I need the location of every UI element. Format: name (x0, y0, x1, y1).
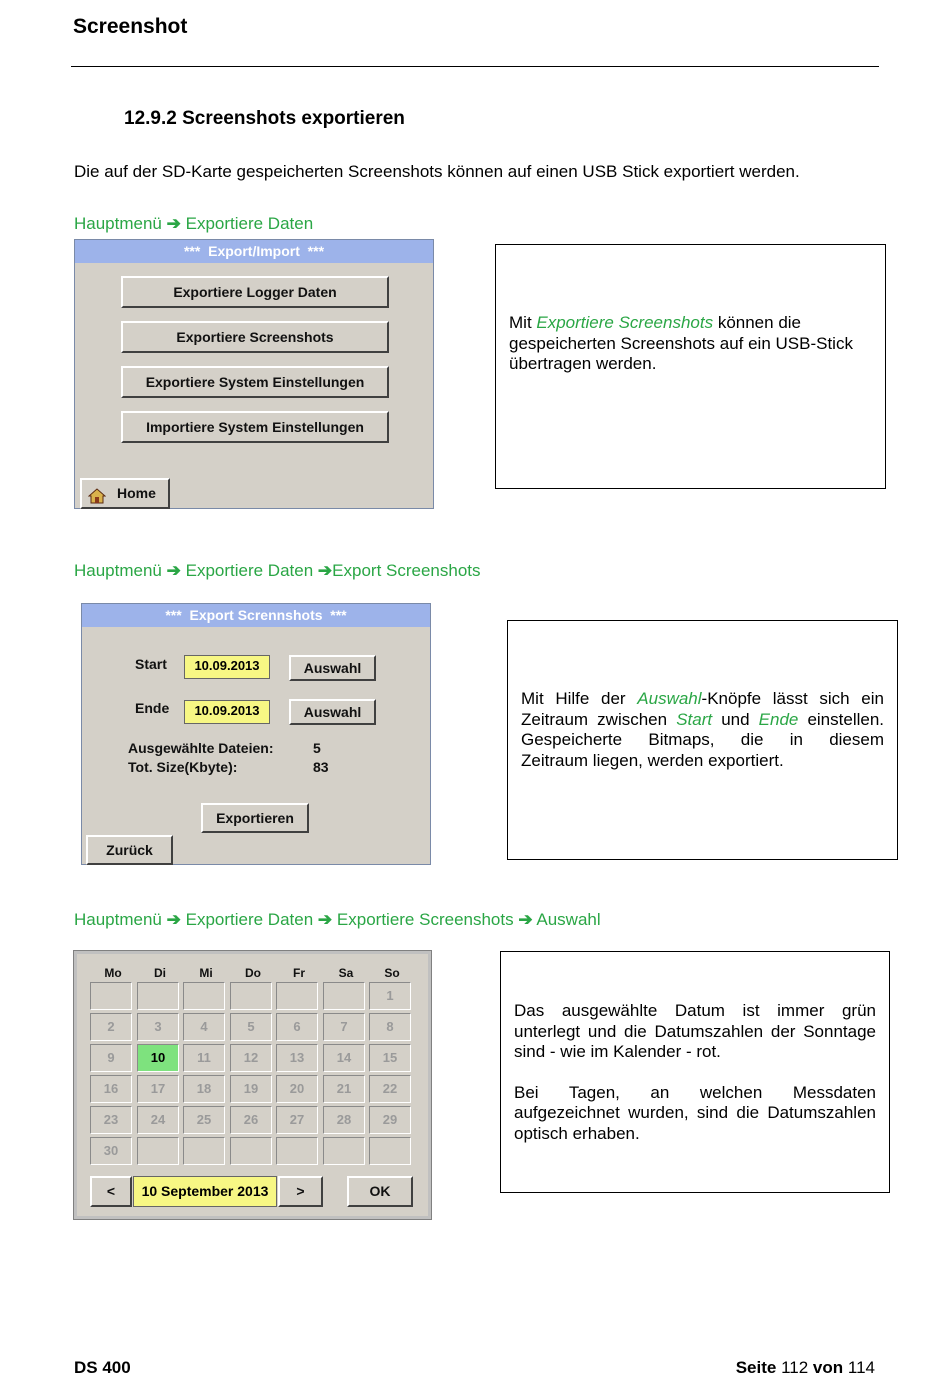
export-screenshots-screen (81, 603, 431, 865)
export-system-settings-button[interactable]: Exportiere System Einstellungen (121, 366, 389, 398)
calendar-empty-cell (323, 982, 365, 1010)
calendar-day-16[interactable]: 16 (90, 1075, 132, 1103)
screen-title: *** Export/Import *** (75, 240, 433, 263)
breadcrumb-2 (74, 561, 481, 581)
desc3-line: sind - wie im Kalender - rot. (514, 1042, 721, 1061)
export-import-screen (74, 239, 434, 509)
breadcrumb-item: Exportiere Screenshots (336, 910, 514, 929)
desc1-prefix: Mit (509, 313, 537, 332)
calendar-day-4[interactable]: 4 (183, 1013, 225, 1041)
calendar-day-3[interactable]: 3 (137, 1013, 179, 1041)
calendar-day-29[interactable]: 29 (369, 1106, 411, 1134)
desc2-highlight-auswahl: Auswahl (637, 689, 702, 708)
desc3-line: unterlegt und die Datumszahlen der Sonntage (514, 1021, 876, 1041)
arrow-right-icon: ➔ (166, 561, 181, 580)
calendar-empty-cell (137, 1137, 179, 1165)
weekday-header: Sa (338, 966, 354, 980)
breadcrumb-root: Hauptmenü (74, 214, 162, 233)
breadcrumb-item: Export Screenshots (332, 561, 481, 580)
calendar-day-28[interactable]: 28 (323, 1106, 365, 1134)
calendar-day-2[interactable]: 2 (90, 1013, 132, 1041)
arrow-right-icon: ➔ (518, 910, 533, 929)
screen-title: *** Export Scrennshots *** (82, 604, 430, 627)
arrow-right-icon: ➔ (166, 910, 181, 929)
export-logger-data-button[interactable]: Exportiere Logger Daten (121, 276, 389, 308)
home-button[interactable] (80, 478, 170, 509)
breadcrumb-item: Exportiere Daten (185, 561, 314, 580)
calendar-empty-cell (137, 982, 179, 1010)
ok-button[interactable]: OK (347, 1176, 413, 1207)
calendar-day-26[interactable]: 26 (230, 1106, 272, 1134)
calendar-day-13[interactable]: 13 (276, 1044, 318, 1072)
description-box-1 (495, 244, 886, 489)
export-screenshots-button[interactable]: Exportiere Screenshots (121, 321, 389, 353)
breadcrumb-root: Hauptmenü (74, 910, 162, 929)
breadcrumb-root: Hauptmenü (74, 561, 162, 580)
calendar-empty-cell (276, 982, 318, 1010)
calendar-day-14[interactable]: 14 (323, 1044, 365, 1072)
calendar-empty-cell (369, 1137, 411, 1165)
desc3-line: Das ausgewählte Datum ist immer grün (514, 1001, 876, 1020)
desc2-text: -Knöpfe lässt sich ein (701, 689, 884, 708)
weekday-header: Do (245, 966, 261, 980)
arrow-right-icon: ➔ (317, 561, 333, 580)
arrow-right-icon: ➔ (317, 910, 333, 929)
calendar-day-23[interactable]: 23 (90, 1106, 132, 1134)
calendar-screen (74, 951, 431, 1219)
section-heading: 12.9.2 Screenshots exportieren (124, 108, 405, 129)
breadcrumb-item: Exportiere Daten (185, 910, 314, 929)
calendar-day-18[interactable]: 18 (183, 1075, 225, 1103)
total-size-value: 83 (313, 759, 329, 775)
footer-page-word: Seite (735, 1358, 777, 1377)
desc2-line3: Gespeicherte Bitmaps, die in diesem (521, 730, 884, 749)
start-label: Start (135, 656, 167, 672)
prev-month-button[interactable]: < (90, 1176, 132, 1207)
next-month-button[interactable]: > (278, 1176, 323, 1207)
back-button[interactable]: Zurück (86, 835, 173, 865)
section-intro: Die auf der SD-Karte gespeicherten Screenshots können auf einen USB Stick exportiert werden. (74, 162, 800, 181)
home-label: Home (117, 485, 156, 501)
document-header-title: Screenshot (73, 15, 188, 38)
calendar-day-7[interactable]: 7 (323, 1013, 365, 1041)
desc1-line2: gespeicherten Screenshots auf ein USB-Stick (509, 333, 853, 353)
calendar-day-11[interactable]: 11 (183, 1044, 225, 1072)
weekday-header: Mi (199, 966, 213, 980)
footer-page-current: 112 (781, 1358, 809, 1377)
selected-files-value: 5 (313, 740, 321, 756)
calendar-day-1[interactable]: 1 (369, 982, 411, 1010)
calendar-day-20[interactable]: 20 (276, 1075, 318, 1103)
home-icon (88, 486, 106, 513)
calendar-empty-cell (183, 982, 225, 1010)
total-size-label: Tot. Size(Kbyte): (128, 759, 238, 775)
desc2-highlight-ende: Ende (758, 709, 799, 729)
weekday-header: Mo (104, 966, 122, 980)
calendar-day-17[interactable]: 17 (137, 1075, 179, 1103)
calendar-day-10[interactable]: 10 (137, 1044, 179, 1072)
calendar-day-21[interactable]: 21 (323, 1075, 365, 1103)
calendar-day-30[interactable]: 30 (90, 1137, 132, 1165)
start-date-field[interactable]: 10.09.2013 (184, 655, 270, 679)
desc1-highlight: Exportiere Screenshots (536, 313, 714, 332)
weekday-header: Di (154, 966, 166, 980)
breadcrumb-item: Exportiere Daten (185, 214, 314, 233)
desc3-line: Bei Tagen, an welchen Messdaten (514, 1082, 876, 1102)
desc2-text: Zeitraum zwischen (521, 709, 677, 729)
calendar-empty-cell (230, 1137, 272, 1165)
breadcrumb-3 (74, 910, 601, 930)
weekday-header: So (384, 966, 400, 980)
calendar-empty-cell (90, 982, 132, 1010)
calendar-day-6[interactable]: 6 (276, 1013, 318, 1041)
desc2-text: und (712, 709, 759, 729)
footer-page-total: 114 (847, 1358, 875, 1377)
calendar-day-27[interactable]: 27 (276, 1106, 318, 1134)
description-box-3 (500, 951, 890, 1193)
calendar-day-5[interactable]: 5 (230, 1013, 272, 1041)
desc1-line1-end: können die (713, 313, 801, 332)
description-box-2 (507, 620, 898, 860)
export-button[interactable]: Exportieren (201, 803, 309, 833)
calendar-day-15[interactable]: 15 (369, 1044, 411, 1072)
import-system-settings-button[interactable]: Importiere System Einstellungen (121, 411, 389, 443)
desc2-highlight-start: Start (676, 709, 713, 729)
calendar-empty-cell (230, 982, 272, 1010)
weekday-header: Fr (293, 966, 305, 980)
desc2-text: einstellen. (798, 709, 885, 729)
calendar-empty-cell (276, 1137, 318, 1165)
calendar-day-12[interactable]: 12 (230, 1044, 272, 1072)
desc2-line4: Zeitraum liegen, werden exportiert. (521, 750, 784, 770)
end-select-button[interactable]: Auswahl (289, 699, 376, 725)
calendar-empty-cell (323, 1137, 365, 1165)
footer-page-number (736, 1358, 875, 1378)
selected-files-label: Ausgewählte Dateien: (128, 740, 274, 756)
footer-product-name: DS 400 (74, 1358, 131, 1377)
desc3-line: aufgezeichnet wurden, sind die Datumszahlen (514, 1103, 876, 1122)
desc2-text: Mit Hilfe der (521, 689, 638, 708)
calendar-day-24[interactable]: 24 (137, 1106, 179, 1134)
calendar-day-19[interactable]: 19 (230, 1075, 272, 1103)
header-divider (71, 66, 879, 67)
arrow-right-icon: ➔ (166, 214, 181, 233)
desc1-line3: übertragen werden. (509, 354, 657, 373)
start-select-button[interactable]: Auswahl (289, 655, 376, 681)
breadcrumb-1 (74, 214, 313, 234)
calendar-day-22[interactable]: 22 (369, 1075, 411, 1103)
calendar-day-9[interactable]: 9 (90, 1044, 132, 1072)
current-date-display: 10 September 2013 (133, 1176, 277, 1207)
end-label: Ende (135, 700, 170, 716)
footer-of-word: von (812, 1358, 844, 1377)
breadcrumb-item: Auswahl (536, 910, 601, 929)
calendar-day-8[interactable]: 8 (369, 1013, 411, 1041)
calendar-empty-cell (183, 1137, 225, 1165)
calendar-day-25[interactable]: 25 (183, 1106, 225, 1134)
desc3-line: optisch erhaben. (514, 1123, 640, 1143)
end-date-field[interactable]: 10.09.2013 (184, 700, 270, 724)
